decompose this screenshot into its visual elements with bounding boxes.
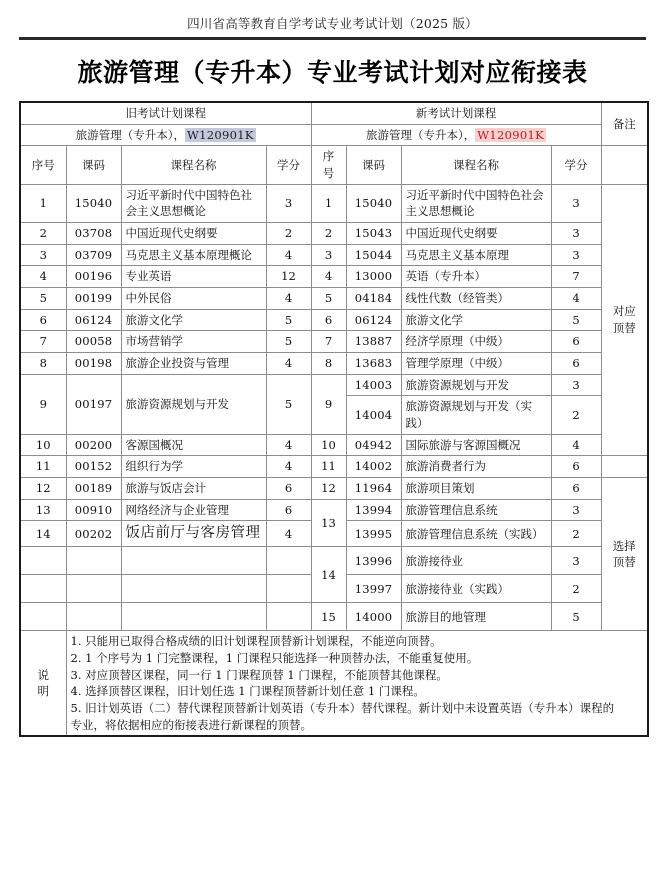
cell-new-code: 13000 bbox=[346, 266, 401, 288]
cell-new-name: 管理学原理（中级） bbox=[401, 353, 551, 375]
header-new-no-line1: 序 bbox=[322, 149, 335, 164]
footnote-label bbox=[20, 631, 66, 737]
remark-corresponding-line1: 对应 bbox=[612, 304, 636, 319]
cell-old-no: 7 bbox=[20, 331, 66, 353]
cell-new-no: 6 bbox=[311, 309, 346, 331]
header-new-no bbox=[311, 146, 346, 184]
cell-old-no: 3 bbox=[20, 244, 66, 266]
cell-old-credit: 5 bbox=[266, 309, 311, 331]
footnote-line: 1. 只能用已取得合格成绩的旧计划课程顶替新计划课程，不能逆向顶替。 bbox=[70, 634, 442, 649]
cell-old-no: 8 bbox=[20, 353, 66, 375]
old-plan-group-header: 旧考试计划课程 bbox=[20, 102, 311, 124]
cell-new-no: 14 bbox=[311, 547, 346, 603]
footnote-body bbox=[66, 631, 648, 737]
cell-old-name: 专业英语 bbox=[121, 266, 266, 288]
cell-old-name: 旅游企业投资与管理 bbox=[121, 353, 266, 375]
cell-new-no: 4 bbox=[311, 266, 346, 288]
cell-old-name: 中国近现代史纲要 bbox=[121, 223, 266, 245]
cell-new-credit: 6 bbox=[551, 331, 601, 353]
table-row bbox=[20, 244, 648, 266]
cell-new-name: 英语（专升本） bbox=[401, 266, 551, 288]
new-major-label: 旅游管理（专升本）， bbox=[366, 127, 476, 142]
cell-old-credit: 6 bbox=[266, 478, 311, 500]
cell-new-no: 12 bbox=[311, 478, 346, 500]
header-old-name: 课程名称 bbox=[121, 146, 266, 184]
cell-new-no: 3 bbox=[311, 244, 346, 266]
remark-group-header: 备注 bbox=[601, 102, 648, 146]
cell-new-credit: 5 bbox=[551, 603, 601, 631]
table-row bbox=[20, 434, 648, 456]
cell-old-no: 13 bbox=[20, 499, 66, 521]
cell-new-code: 14003 bbox=[346, 374, 401, 396]
cell-new-name: 旅游项目策划 bbox=[401, 478, 551, 500]
cell-new-name: 旅游消费者行为 bbox=[401, 456, 551, 478]
cell-old-name: 旅游与饭店会计 bbox=[121, 478, 266, 500]
table-row bbox=[20, 456, 648, 478]
cell-old-code: 00202 bbox=[66, 521, 121, 547]
remark-optional-line2: 顶替 bbox=[612, 555, 636, 570]
cell-new-code: 15044 bbox=[346, 244, 401, 266]
header-new-code: 课码 bbox=[346, 146, 401, 184]
cell-new-no: 1 bbox=[311, 184, 346, 222]
cell-new-code: 14000 bbox=[346, 603, 401, 631]
cell-new-credit: 2 bbox=[551, 521, 601, 547]
cell-new-credit: 7 bbox=[551, 266, 601, 288]
cell-new-name: 旅游接待业 bbox=[401, 547, 551, 575]
cell-new-name: 经济学原理（中级） bbox=[401, 331, 551, 353]
cell-new-name: 中国近现代史纲要 bbox=[401, 223, 551, 245]
cell-old-credit: 4 bbox=[266, 288, 311, 310]
cell-old-name bbox=[121, 547, 266, 575]
table-row bbox=[20, 353, 648, 375]
cell-new-code: 13887 bbox=[346, 331, 401, 353]
cell-new-credit: 6 bbox=[551, 478, 601, 500]
cell-old-code: 00196 bbox=[66, 266, 121, 288]
cell-new-credit: 2 bbox=[551, 575, 601, 603]
table-container bbox=[0, 101, 665, 737]
header-old-no: 序号 bbox=[20, 146, 66, 184]
old-major-code: W120901K bbox=[187, 127, 254, 142]
header-old-credit: 学分 bbox=[266, 146, 311, 184]
cell-new-code: 04184 bbox=[346, 288, 401, 310]
new-major-code: W120901K bbox=[477, 127, 544, 142]
cell-old-credit: 3 bbox=[266, 184, 311, 222]
footnote-line: 3. 对应顶替区课程，同一行 1 门课程顶替 1 门课程，不能顶替其他课程。 bbox=[70, 667, 448, 682]
cell-old-code bbox=[66, 575, 121, 603]
footnote-line: 4. 选择顶替区课程，旧计划任选 1 门课程顶替新计划任意 1 门课程。 bbox=[70, 684, 425, 699]
table-row bbox=[20, 309, 648, 331]
table-row bbox=[20, 478, 648, 500]
cell-old-code: 03708 bbox=[66, 223, 121, 245]
cell-new-code: 15043 bbox=[346, 223, 401, 245]
cell-old-name: 饭店前厅与客房管理 bbox=[121, 521, 266, 547]
cell-old-code: 00189 bbox=[66, 478, 121, 500]
cell-old-no: 12 bbox=[20, 478, 66, 500]
cell-new-code: 14004 bbox=[346, 396, 401, 434]
table-row bbox=[20, 603, 648, 631]
cell-new-code: 11964 bbox=[346, 478, 401, 500]
remark-corresponding-line2: 顶替 bbox=[612, 321, 636, 336]
remark-optional-line1: 选择 bbox=[612, 538, 636, 553]
cell-old-code: 00197 bbox=[66, 374, 121, 434]
cell-new-credit: 3 bbox=[551, 499, 601, 521]
cell-new-name: 国际旅游与客源国概况 bbox=[401, 434, 551, 456]
cell-new-credit: 6 bbox=[551, 353, 601, 375]
footnote-label-line2: 明 bbox=[37, 684, 49, 699]
cell-new-name: 旅游文化学 bbox=[401, 309, 551, 331]
table-row bbox=[20, 288, 648, 310]
cell-old-credit bbox=[266, 603, 311, 631]
cell-old-no: 10 bbox=[20, 434, 66, 456]
cell-new-name: 旅游管理信息系统 bbox=[401, 499, 551, 521]
cell-new-no: 13 bbox=[311, 499, 346, 547]
cell-new-name: 旅游接待业（实践） bbox=[401, 575, 551, 603]
cell-old-no: 9 bbox=[20, 374, 66, 434]
header-new-no-line2: 号 bbox=[322, 166, 335, 181]
group-header-row bbox=[20, 102, 648, 124]
cell-new-no: 8 bbox=[311, 353, 346, 375]
cell-old-credit: 4 bbox=[266, 456, 311, 478]
cell-new-credit: 2 bbox=[551, 396, 601, 434]
cell-new-code: 06124 bbox=[346, 309, 401, 331]
cell-new-name: 线性代数（经管类） bbox=[401, 288, 551, 310]
cell-old-credit: 6 bbox=[266, 499, 311, 521]
cell-old-name: 习近平新时代中国特色社会主义思想概论 bbox=[121, 184, 266, 222]
cell-new-credit: 6 bbox=[551, 456, 601, 478]
cell-old-no: 6 bbox=[20, 309, 66, 331]
cell-old-no bbox=[20, 575, 66, 603]
cell-new-credit: 3 bbox=[551, 244, 601, 266]
plan-code-row bbox=[20, 124, 648, 146]
cell-new-no: 5 bbox=[311, 288, 346, 310]
cell-old-name: 网络经济与企业管理 bbox=[121, 499, 266, 521]
remark-corresponding bbox=[601, 184, 648, 456]
cell-old-name bbox=[121, 575, 266, 603]
footnote-line: 5. 旧计划英语（二）替代课程顶替新计划英语（专升本）替代课程。新计划中未设置英语（专升本）课程的 bbox=[70, 701, 615, 716]
cell-new-code: 13683 bbox=[346, 353, 401, 375]
cell-old-name: 市场营销学 bbox=[121, 331, 266, 353]
cell-old-code: 00198 bbox=[66, 353, 121, 375]
table-row bbox=[20, 266, 648, 288]
cell-old-no: 4 bbox=[20, 266, 66, 288]
cell-old-code: 03709 bbox=[66, 244, 121, 266]
cell-old-code: 00910 bbox=[66, 499, 121, 521]
cell-old-no bbox=[20, 603, 66, 631]
page-title: 旅游管理（专升本）专业考试计划对应衔接表 bbox=[77, 58, 588, 87]
cell-old-code: 00152 bbox=[66, 456, 121, 478]
cell-new-name: 旅游资源规划与开发 bbox=[401, 374, 551, 396]
cell-new-name: 马克思主义基本原理 bbox=[401, 244, 551, 266]
cell-old-name: 组织行为学 bbox=[121, 456, 266, 478]
cell-new-no: 7 bbox=[311, 331, 346, 353]
cell-old-no: 5 bbox=[20, 288, 66, 310]
cell-new-no: 10 bbox=[311, 434, 346, 456]
cell-new-credit: 3 bbox=[551, 547, 601, 575]
cell-old-code: 15040 bbox=[66, 184, 121, 222]
cell-new-code: 15040 bbox=[346, 184, 401, 222]
cell-new-code: 14002 bbox=[346, 456, 401, 478]
header-new-credit: 学分 bbox=[551, 146, 601, 184]
cell-old-no: 14 bbox=[20, 521, 66, 547]
cell-new-name: 习近平新时代中国特色社会主义思想概论 bbox=[401, 184, 551, 222]
cell-new-no: 9 bbox=[311, 374, 346, 434]
course-mapping-table bbox=[19, 101, 649, 737]
header-divider bbox=[19, 37, 646, 40]
cell-new-code: 13996 bbox=[346, 547, 401, 575]
cell-old-code bbox=[66, 547, 121, 575]
cell-new-credit: 3 bbox=[551, 223, 601, 245]
cell-old-credit bbox=[266, 547, 311, 575]
old-plan-major-cell bbox=[20, 124, 311, 146]
running-header: 四川省高等教育自学考试专业考试计划（2025 版） bbox=[187, 16, 478, 31]
header-remark-blank bbox=[601, 146, 648, 184]
cell-new-code: 13994 bbox=[346, 499, 401, 521]
cell-new-credit: 5 bbox=[551, 309, 601, 331]
table-row bbox=[20, 184, 648, 222]
header-new-name: 课程名称 bbox=[401, 146, 551, 184]
cell-new-credit: 4 bbox=[551, 288, 601, 310]
cell-old-no: 2 bbox=[20, 223, 66, 245]
cell-old-credit: 5 bbox=[266, 374, 311, 434]
footnote-label-line1: 说 bbox=[37, 667, 49, 682]
table-row bbox=[20, 223, 648, 245]
remark-optional bbox=[601, 478, 648, 631]
cell-old-code: 00200 bbox=[66, 434, 121, 456]
table-row bbox=[20, 374, 648, 396]
header-old-code: 课码 bbox=[66, 146, 121, 184]
table-row bbox=[20, 547, 648, 575]
cell-new-no: 11 bbox=[311, 456, 346, 478]
cell-old-code: 00199 bbox=[66, 288, 121, 310]
cell-new-credit: 3 bbox=[551, 374, 601, 396]
cell-old-no bbox=[20, 547, 66, 575]
cell-old-credit: 5 bbox=[266, 331, 311, 353]
cell-new-credit: 4 bbox=[551, 434, 601, 456]
old-major-label: 旅游管理（专升本）， bbox=[75, 127, 186, 142]
cell-old-name: 中外民俗 bbox=[121, 288, 266, 310]
cell-old-name bbox=[121, 603, 266, 631]
cell-old-credit: 4 bbox=[266, 353, 311, 375]
cell-new-name: 旅游管理信息系统（实践） bbox=[401, 521, 551, 547]
cell-old-code: 00058 bbox=[66, 331, 121, 353]
cell-old-code bbox=[66, 603, 121, 631]
footnote-row bbox=[20, 631, 648, 737]
cell-old-credit: 4 bbox=[266, 244, 311, 266]
cell-old-credit: 4 bbox=[266, 521, 311, 547]
cell-old-name: 马克思主义基本原理概论 bbox=[121, 244, 266, 266]
cell-old-credit: 4 bbox=[266, 434, 311, 456]
cell-old-credit: 2 bbox=[266, 223, 311, 245]
column-header-row bbox=[20, 146, 648, 184]
table-row bbox=[20, 331, 648, 353]
cell-new-name: 旅游目的地管理 bbox=[401, 603, 551, 631]
table-row bbox=[20, 499, 648, 521]
cell-new-code: 13997 bbox=[346, 575, 401, 603]
cell-new-code: 04942 bbox=[346, 434, 401, 456]
cell-old-code: 06124 bbox=[66, 309, 121, 331]
new-plan-group-header: 新考试计划课程 bbox=[311, 102, 601, 124]
cell-new-credit: 3 bbox=[551, 184, 601, 222]
cell-new-code: 13995 bbox=[346, 521, 401, 547]
cell-old-name: 客源国概况 bbox=[121, 434, 266, 456]
cell-new-no: 2 bbox=[311, 223, 346, 245]
cell-new-name: 旅游资源规划与开发（实践） bbox=[401, 396, 551, 434]
cell-old-credit bbox=[266, 575, 311, 603]
footnote-line: 2. 1 个序号为 1 门完整课程，1 门课程只能选择一种顶替办法，不能重复使用。 bbox=[70, 651, 479, 666]
cell-old-credit: 12 bbox=[266, 266, 311, 288]
cell-old-name: 旅游文化学 bbox=[121, 309, 266, 331]
new-plan-major-cell bbox=[311, 124, 601, 146]
cell-old-no: 11 bbox=[20, 456, 66, 478]
cell-old-name: 旅游资源规划与开发 bbox=[121, 374, 266, 434]
cell-old-no: 1 bbox=[20, 184, 66, 222]
footnote-line: 专业，将依据相应的衔接表进行新课程的顶替。 bbox=[70, 717, 312, 732]
cell-new-no: 15 bbox=[311, 603, 346, 631]
